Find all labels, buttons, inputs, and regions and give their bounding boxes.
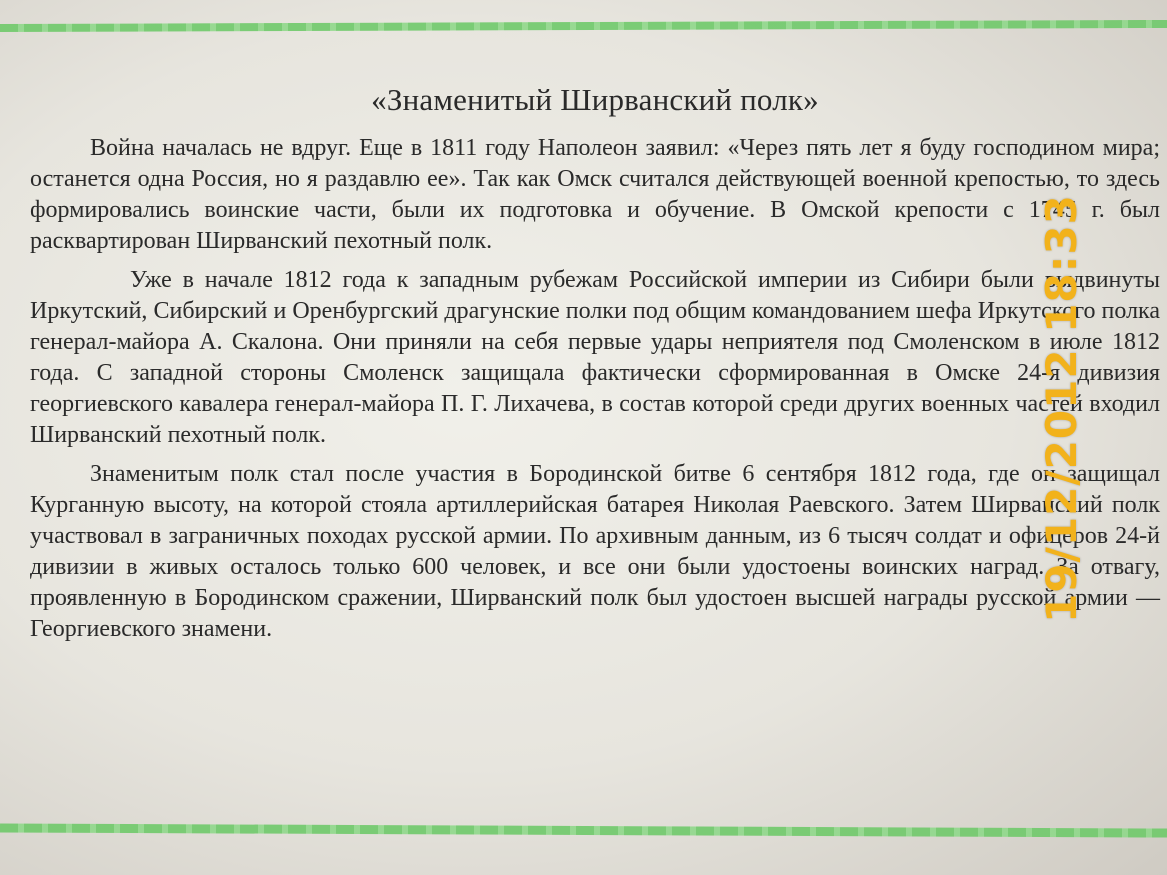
paragraph-1: Война началась не вдруг. Еще в 1811 году Наполеон заявил: «Через пять лет я буду господином мира; останется одна Россия, но я раздавлю ее». Так как Омск считался действующей военной крепостью, то здесь формировались воинские части, были их подготовка и обучение. В Омской крепости с 1745 г. был расквартирован Ширванский пехотный полк.	[30, 135, 1160, 254]
paragraph-2: Уже в начале 1812 года к западным рубежам Российской империи из Сибири были выдвинуты Иркутский, Сибирский и Оренбургский драгунские полки под общим командованием шефа Иркутского полка генерал-майора А. Скалона. Они приняли на себя первые удары неприятеля под Смоленском в июле 1812 года. С западной стороны Смоленск защищала фактически сформированная в Омске 24-я дивизия георгиевского кавалера генерал-майора П. Г. Лихачева, в состав которой среди других военных частей входил Ширванский пехотный полк.	[30, 267, 1160, 448]
top-green-border	[0, 20, 1167, 32]
document-page	[30, 82, 1160, 653]
camera-date-stamp-text: 19/12/2012 18:33	[1036, 193, 1086, 623]
document-title: «Знаменитый Ширванский полк»	[371, 82, 819, 117]
bottom-green-border	[0, 823, 1167, 837]
paragraph-3: Знаменитым полк стал после участия в Бородинской битве 6 сентября 1812 года, где он защищал Курганную высоту, на которой стояла артиллерийская батарея Николая Раевского. Затем Ширванский полк участвовал в заграничных походах русской армии. По архивным данным, из 6 тысяч солдат и офицеров 24-й дивизии в живых осталось только 600 человек, и все они были удостоены воинских наград. За отвагу, проявленную в Бородинском сражении, Ширванский полк был удостоен высшей награды русской армии — Георгиевского знамени.	[30, 461, 1160, 642]
